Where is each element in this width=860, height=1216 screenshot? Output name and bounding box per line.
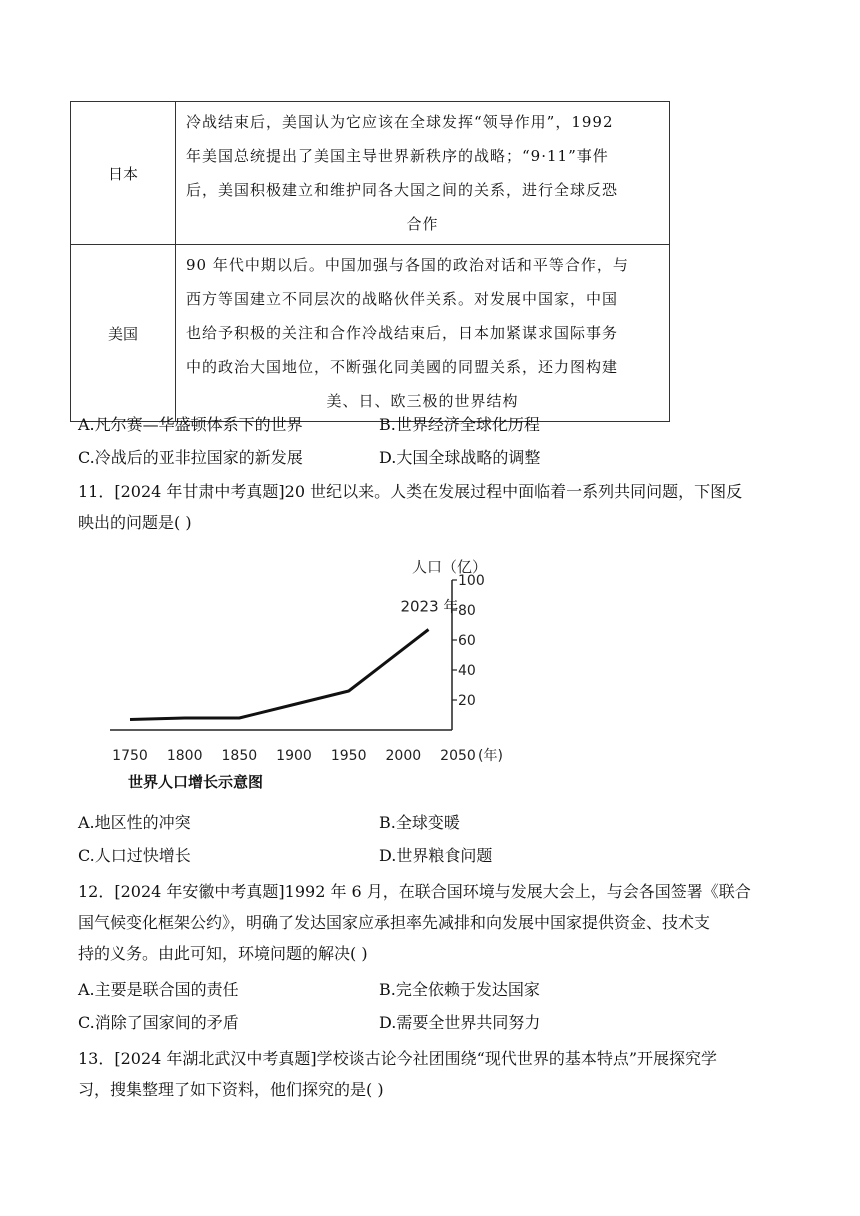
question-line: 12．[2024 年安徽中考真题]1992 年 6 月，在联合国环境与发展大会上，与会各国签署《联合 — [78, 882, 751, 901]
x-tick-label: 1850 — [221, 748, 258, 764]
option-a[interactable]: A.凡尔赛—华盛顿体系下的世界 — [78, 415, 303, 434]
y-tick-label: 40 — [458, 663, 476, 679]
desc-line: 后，美国积极建立和维护同各大国之间的关系，进行全球反恐 — [186, 181, 619, 199]
description-cell — [176, 102, 670, 245]
y-tick-label: 60 — [458, 633, 476, 649]
population-chart — [100, 550, 520, 800]
x-tick-label: 1900 — [276, 748, 312, 764]
x-tick-label: 1750 — [112, 748, 148, 764]
y-tick-label: 20 — [458, 693, 476, 709]
y-tick-label: 100 — [458, 573, 485, 589]
desc-line: 90 年代中期以后。中国加强与各国的政治对话和平等合作，与 — [186, 256, 629, 274]
question-13 — [78, 1043, 783, 1105]
desc-line: 冷战结束后，美国认为它应该在全球发挥“领导作用”，1992 — [186, 113, 614, 131]
y-tick-label: 80 — [458, 603, 476, 619]
option-b[interactable]: B.全球变暖 — [379, 813, 460, 832]
population-series-line — [130, 630, 429, 720]
desc-line: 西方等国建立不同层次的战略伙伴关系。对发展中国家，中国 — [186, 290, 619, 308]
year-annotation: 2023 年 — [400, 597, 459, 616]
option-d[interactable]: D.需要全世界共同努力 — [379, 1013, 541, 1032]
chart-title: 世界人口增长示意图 — [128, 773, 264, 791]
x-tick-label: 2050 — [440, 748, 476, 764]
option-d[interactable]: D.大国全球战略的调整 — [379, 448, 541, 467]
country-cell: 美国 — [71, 245, 176, 422]
x-axis-label: (年) — [478, 748, 503, 764]
table-row — [71, 245, 670, 422]
option-c[interactable]: C.人口过快增长 — [78, 846, 191, 865]
x-tick-label: 1950 — [330, 748, 367, 764]
question-line: 13．[2024 年湖北武汉中考真题]学校谈古论今社团围绕“现代世界的基本特点”开展探究学 — [78, 1049, 718, 1068]
question-line: 映出的问题是( ) — [78, 513, 192, 532]
option-c[interactable]: C.冷战后的亚非拉国家的新发展 — [78, 448, 303, 467]
population-chart-svg — [100, 550, 520, 800]
table-row — [71, 102, 670, 245]
comparison-table — [70, 101, 670, 422]
desc-line: 中的政治大国地位，不断强化同美國的同盟关系，还力图构建 — [186, 358, 619, 376]
option-b[interactable]: B.完全依赖于发达国家 — [379, 980, 540, 999]
desc-line: 美、日、欧三极的世界结构 — [326, 392, 519, 410]
question-line: 习，搜集整理了如下资料，他们探究的是( ) — [78, 1080, 384, 1099]
question-11 — [78, 476, 783, 538]
option-b[interactable]: B.世界经济全球化历程 — [379, 415, 540, 434]
question-line: 持的义务。由此可知，环境问题的解决( ) — [78, 944, 368, 963]
option-a[interactable]: A.地区性的冲突 — [78, 813, 191, 832]
y-axis-label: 人口（亿） — [412, 558, 488, 576]
x-tick-label: 1800 — [166, 748, 203, 764]
question-line: 11．[2024 年甘肃中考真题]20 世纪以来。人类在发展过程中面临着一系列共同问题，下图反 — [78, 482, 743, 501]
x-tick-label: 2000 — [385, 748, 422, 764]
option-a[interactable]: A.主要是联合国的责任 — [78, 980, 239, 999]
option-d[interactable]: D.世界粮食问题 — [379, 846, 493, 865]
description-cell — [176, 245, 670, 422]
option-c[interactable]: C.消除了国家间的矛盾 — [78, 1013, 239, 1032]
question-line: 国气候变化框架公约》，明确了发达国家应承担率先减排和向发展中国家提供资金、技术支 — [78, 913, 711, 932]
desc-line: 也给予积极的关注和合作冷战结束后，日本加紧谋求国际事务 — [186, 324, 619, 342]
country-cell: 日本 — [71, 102, 176, 245]
desc-line: 年美国总统提出了美国主导世界新秩序的战略；“9·11”事件 — [186, 147, 609, 165]
question-12 — [78, 876, 783, 969]
desc-line: 合作 — [406, 215, 439, 233]
